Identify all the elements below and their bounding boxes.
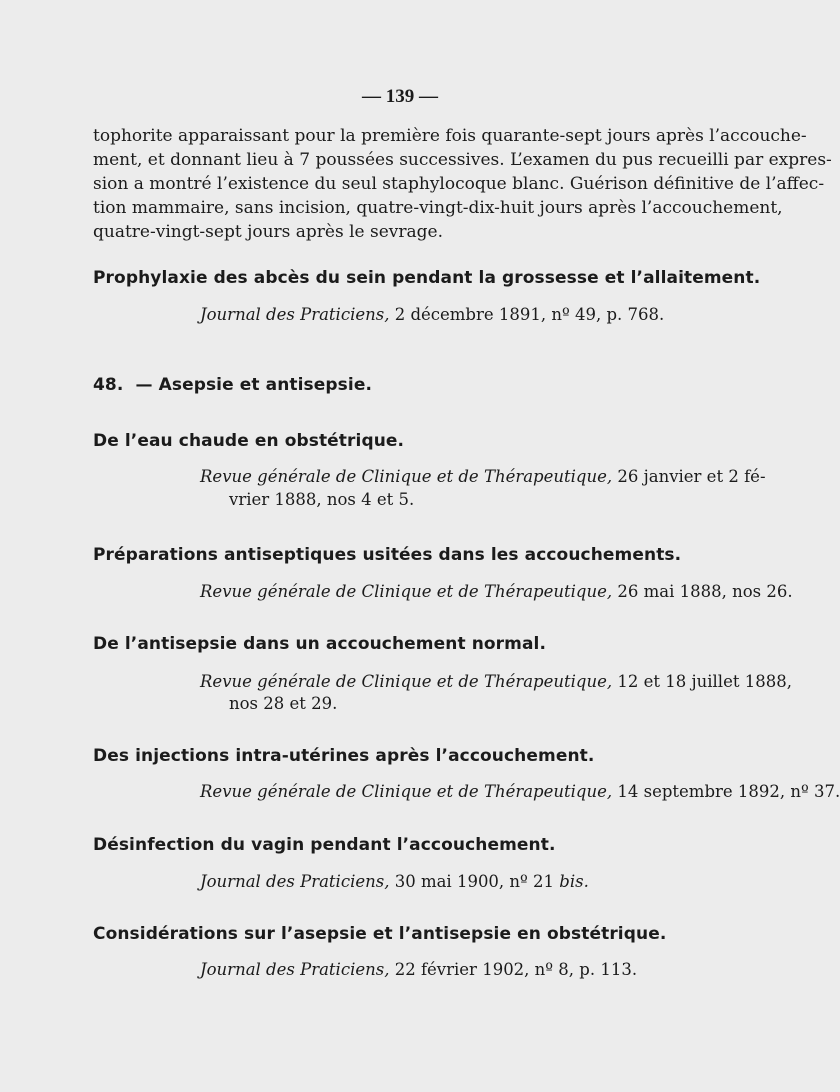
reference-details: 22 février 1902, nº 8, p. 113. [389, 960, 638, 979]
reference-details-continued [229, 694, 337, 713]
reference-details: 26 mai 1888, nos 26. [612, 582, 793, 601]
entry-title: Des injections intra-utérines après l’accouchement. [93, 746, 595, 766]
intro-paragraph [93, 124, 832, 244]
reference-source: Journal des Praticiens, [200, 872, 390, 891]
page-number: — 139 — [362, 86, 438, 107]
reference-details: 12 et 18 juillet 1888, [612, 672, 792, 691]
entry-title: Désinfection du vagin pendant l’accouchement. [93, 835, 556, 855]
paragraph-line: tophorite apparaissant pour la première fois quarante-sept jours après l’accouche- [93, 126, 807, 146]
paragraph-line: tion mammaire, sans incision, quatre-vingt-dix-huit jours après l’accouchement, [93, 198, 783, 218]
entry-reference [200, 960, 637, 979]
entry-reference [200, 467, 766, 486]
reference-details-line2: nos 28 et 29. [229, 694, 338, 713]
entry-reference [200, 672, 792, 691]
reference-source: Revue générale de Clinique et de Thérapeutique, [200, 782, 613, 801]
reference-details: 26 janvier et 2 fé- [612, 467, 766, 486]
reference-details-continued [229, 490, 414, 509]
reference-source: Revue générale de Clinique et de Thérapeutique, [200, 467, 613, 486]
entry-title: De l’eau chaude en obstétrique. [93, 431, 405, 451]
paragraph-line: ment, et donnant lieu à 7 poussées successives. L’examen du pus recueilli par expres- [93, 150, 832, 170]
reference-source: Revue générale de Clinique et de Thérapeutique, [200, 672, 613, 691]
paragraph-line: quatre-vingt-sept jours après le sevrage. [93, 222, 444, 242]
entry-title: De l’antisepsie dans un accouchement normal. [93, 634, 547, 654]
entry-reference [200, 782, 840, 801]
reference-source: Journal des Praticiens, [200, 305, 390, 324]
reference-details: 2 décembre 1891, nº 49, p. 768. [389, 305, 665, 324]
reference-source: Journal des Praticiens, [200, 960, 390, 979]
section-heading [93, 375, 372, 395]
reference-details: 14 septembre 1892, nº 37. [612, 782, 840, 801]
entry-title: Prophylaxie des abcès du sein pendant la grossesse et l’allaitement. [93, 268, 761, 288]
entry-title: Préparations antiseptiques usitées dans les accouchements. [93, 545, 682, 565]
reference-details-line2: vrier 1888, nos 4 et 5. [229, 490, 415, 509]
section-title: — Asepsie et antisepsie. [135, 375, 373, 395]
reference-details-italic: bis. [559, 872, 589, 891]
section-number: 48. [93, 375, 124, 395]
entry-reference [200, 582, 793, 601]
paragraph-line: sion a montré l’existence du seul staphylocoque blanc. Guérison définitive de l’affec- [93, 174, 825, 194]
entry-title: Considérations sur l’asepsie et l’antisepsie en obstétrique. [93, 924, 667, 944]
reference-source: Revue générale de Clinique et de Thérapeutique, [200, 582, 613, 601]
reference-details: 30 mai 1900, nº 21 [389, 872, 560, 891]
entry-reference [200, 872, 589, 891]
entry-reference [200, 305, 664, 324]
